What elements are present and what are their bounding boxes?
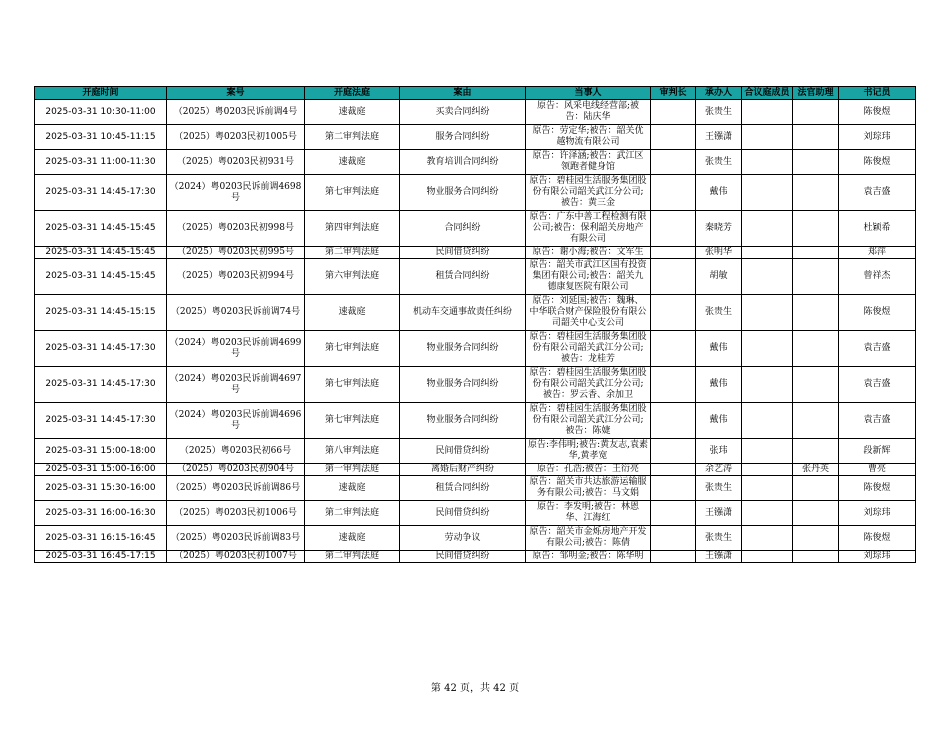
cell-panel [742, 125, 793, 150]
cell-parties: 原告：韶关市金烁房地产开发有限公司;被告：陈倩 [526, 526, 651, 551]
cell-court: 第七审判法庭 [305, 331, 400, 367]
cell-panel [742, 403, 793, 439]
cell-panel [742, 526, 793, 551]
cell-court: 速裁庭 [305, 526, 400, 551]
cell-court: 速裁庭 [305, 476, 400, 501]
table-row [35, 551, 916, 563]
cell-court: 第七审判法庭 [305, 175, 400, 211]
header-case-no: 案号 [167, 87, 305, 100]
table-row [35, 501, 916, 526]
cell-case-no: （2025）粤0203民初66号 [167, 439, 305, 464]
table-row [35, 247, 916, 259]
cell-case-no: （2025）粤0203民初994号 [167, 259, 305, 295]
cell-handler: 王镪潇 [696, 125, 742, 150]
table-row [35, 150, 916, 175]
cell-clerk: 袁吉盛 [839, 331, 916, 367]
cell-cause: 民间借贷纠纷 [400, 551, 526, 563]
table-row [35, 367, 916, 403]
cell-clerk: 郑萍 [839, 247, 916, 259]
cell-parties: 原告：邹明金;被告：陈华明 [526, 551, 651, 563]
cell-assistant [793, 150, 839, 175]
cell-parties: 原告：碧桂园生活服务集团股份有限公司韶关武江分公司;被告：黄三金 [526, 175, 651, 211]
cell-time: 2025-03-31 14:45-15:45 [35, 259, 167, 295]
cell-cause: 离婚后财产纠纷 [400, 464, 526, 476]
cell-presiding-judge [651, 295, 696, 331]
cell-case-no: （2024）粤0203民诉前调4697号 [167, 367, 305, 403]
cell-assistant [793, 100, 839, 125]
cell-panel [742, 551, 793, 563]
cell-panel [742, 476, 793, 501]
cell-cause: 民间借贷纠纷 [400, 501, 526, 526]
cell-panel [742, 367, 793, 403]
cell-panel [742, 464, 793, 476]
cell-presiding-judge [651, 150, 696, 175]
cell-presiding-judge [651, 125, 696, 150]
header-presiding-judge: 审判长 [651, 87, 696, 100]
cell-case-no: （2025）粤0203民初1005号 [167, 125, 305, 150]
cell-clerk: 刘琮玮 [839, 501, 916, 526]
cell-panel [742, 259, 793, 295]
cell-time: 2025-03-31 14:45-17:30 [35, 331, 167, 367]
cell-presiding-judge [651, 551, 696, 563]
cell-time: 2025-03-31 14:45-15:45 [35, 211, 167, 247]
cell-assistant [793, 367, 839, 403]
cell-clerk: 段新辉 [839, 439, 916, 464]
cell-assistant [793, 211, 839, 247]
cell-cause: 买卖合同纠纷 [400, 100, 526, 125]
cell-assistant [793, 175, 839, 211]
cell-clerk: 陈俊煜 [839, 476, 916, 501]
cell-court: 第八审判法庭 [305, 439, 400, 464]
header-time: 开庭时间 [35, 87, 167, 100]
table-row [35, 331, 916, 367]
table-row [35, 526, 916, 551]
cell-presiding-judge [651, 211, 696, 247]
header-clerk: 书记员 [839, 87, 916, 100]
cell-clerk: 杜颖希 [839, 211, 916, 247]
cell-court: 第七审判法庭 [305, 367, 400, 403]
cell-case-no: （2025）粤0203民初904号 [167, 464, 305, 476]
cell-clerk: 曹亮 [839, 464, 916, 476]
cell-time: 2025-03-31 15:00-18:00 [35, 439, 167, 464]
cell-assistant [793, 247, 839, 259]
cell-handler: 戴伟 [696, 367, 742, 403]
cell-cause: 租赁合同纠纷 [400, 476, 526, 501]
cell-clerk: 曾祥杰 [839, 259, 916, 295]
cell-panel [742, 211, 793, 247]
cell-court: 第四审判法庭 [305, 211, 400, 247]
cell-presiding-judge [651, 476, 696, 501]
cell-handler: 张贵生 [696, 476, 742, 501]
cell-case-no: （2024）粤0203民诉前调4699号 [167, 331, 305, 367]
cell-assistant [793, 331, 839, 367]
header-parties: 当事人 [526, 87, 651, 100]
hearing-schedule-table [34, 86, 916, 563]
cell-case-no: （2025）粤0203民诉前调74号 [167, 295, 305, 331]
cell-parties: 原告：韶关市共达旅游运输服务有限公司;被告：马文娟 [526, 476, 651, 501]
table-header-row [35, 87, 916, 100]
cell-panel [742, 501, 793, 526]
cell-handler: 王镪潇 [696, 501, 742, 526]
cell-assistant [793, 403, 839, 439]
cell-cause: 合同纠纷 [400, 211, 526, 247]
cell-cause: 劳动争议 [400, 526, 526, 551]
cell-presiding-judge [651, 331, 696, 367]
table-row [35, 439, 916, 464]
cell-presiding-judge [651, 526, 696, 551]
header-assistant: 法官助理 [793, 87, 839, 100]
cell-handler: 王镪潇 [696, 551, 742, 563]
cell-assistant [793, 295, 839, 331]
cell-cause: 机动车交通事故责任纠纷 [400, 295, 526, 331]
cell-presiding-judge [651, 100, 696, 125]
table-row [35, 175, 916, 211]
cell-handler: 张贵生 [696, 295, 742, 331]
table-row [35, 476, 916, 501]
cell-assistant [793, 439, 839, 464]
cell-handler: 张贵生 [696, 100, 742, 125]
cell-court: 速裁庭 [305, 150, 400, 175]
cell-time: 2025-03-31 16:15-16:45 [35, 526, 167, 551]
cell-presiding-judge [651, 464, 696, 476]
cell-handler: 张明华 [696, 247, 742, 259]
cell-panel [742, 439, 793, 464]
cell-time: 2025-03-31 15:30-16:00 [35, 476, 167, 501]
cell-handler: 戴伟 [696, 331, 742, 367]
cell-time: 2025-03-31 14:45-17:30 [35, 175, 167, 211]
cell-handler: 张玮 [696, 439, 742, 464]
cell-time: 2025-03-31 10:45-11:15 [35, 125, 167, 150]
cell-assistant [793, 526, 839, 551]
header-court: 开庭法庭 [305, 87, 400, 100]
cell-time: 2025-03-31 14:45-17:30 [35, 367, 167, 403]
cell-cause: 物业服务合同纠纷 [400, 331, 526, 367]
table-row [35, 125, 916, 150]
cell-handler: 张贵生 [696, 526, 742, 551]
cell-handler: 余艺涛 [696, 464, 742, 476]
cell-assistant [793, 259, 839, 295]
cell-case-no: （2025）粤0203民初1006号 [167, 501, 305, 526]
cell-clerk: 陈俊煜 [839, 150, 916, 175]
cell-presiding-judge [651, 501, 696, 526]
cell-clerk: 陈俊煜 [839, 295, 916, 331]
cell-time: 2025-03-31 14:45-15:45 [35, 247, 167, 259]
cell-parties: 原告：韶关市武江区国有投资集团有限公司;被告：韶关九德康复医院有限公司 [526, 259, 651, 295]
cell-time: 2025-03-31 16:45-17:15 [35, 551, 167, 563]
cell-clerk: 袁吉盛 [839, 175, 916, 211]
cell-court: 第六审判法庭 [305, 259, 400, 295]
cell-parties: 原告：风采电线经营部;被告：陆庆华 [526, 100, 651, 125]
cell-handler: 胡敏 [696, 259, 742, 295]
header-handler: 承办人 [696, 87, 742, 100]
cell-court: 第二审判法庭 [305, 247, 400, 259]
cell-parties: 原告：孔浩;被告：王衍亮 [526, 464, 651, 476]
cell-assistant [793, 501, 839, 526]
cell-panel [742, 150, 793, 175]
table-row [35, 211, 916, 247]
table-row [35, 295, 916, 331]
cell-presiding-judge [651, 259, 696, 295]
cell-parties: 原告：碧桂园生活服务集团股份有限公司韶关武江分公司;被告：罗云香、余加卫 [526, 367, 651, 403]
cell-cause: 服务合同纠纷 [400, 125, 526, 150]
cell-parties: 原告：谢小海;被告：文军生 [526, 247, 651, 259]
cell-time: 2025-03-31 10:30-11:00 [35, 100, 167, 125]
table-row [35, 100, 916, 125]
cell-case-no: （2024）粤0203民诉前调4698号 [167, 175, 305, 211]
cell-panel [742, 295, 793, 331]
cell-panel [742, 175, 793, 211]
cell-panel [742, 247, 793, 259]
table-row [35, 464, 916, 476]
cell-presiding-judge [651, 403, 696, 439]
cell-panel [742, 100, 793, 125]
cell-time: 2025-03-31 14:45-17:30 [35, 403, 167, 439]
cell-parties: 原告：碧桂园生活服务集团股份有限公司韶关武江分公司;被告：龙桂芳 [526, 331, 651, 367]
cell-clerk: 陈俊煜 [839, 526, 916, 551]
cell-handler: 戴伟 [696, 403, 742, 439]
cell-cause: 物业服务合同纠纷 [400, 367, 526, 403]
cell-time: 2025-03-31 16:00-16:30 [35, 501, 167, 526]
cell-panel [742, 331, 793, 367]
cell-cause: 民间借贷纠纷 [400, 439, 526, 464]
cell-clerk: 刘琮玮 [839, 125, 916, 150]
cell-court: 速裁庭 [305, 100, 400, 125]
cell-cause: 物业服务合同纠纷 [400, 403, 526, 439]
cell-parties: 原告：许泽涵;被告：武江区领跑者健身馆 [526, 150, 651, 175]
cell-parties: 原告：劳定华;被告：韶关优越物流有限公司 [526, 125, 651, 150]
page-footer: 第 42 页，共 42 页 [430, 683, 520, 694]
cell-court: 第二审判法庭 [305, 551, 400, 563]
cell-court: 第二审判法庭 [305, 125, 400, 150]
cell-cause: 民间借贷纠纷 [400, 247, 526, 259]
cell-court: 第二审判法庭 [305, 501, 400, 526]
cell-case-no: （2024）粤0203民诉前调4696号 [167, 403, 305, 439]
cell-cause: 物业服务合同纠纷 [400, 175, 526, 211]
cell-time: 2025-03-31 14:45-15:15 [35, 295, 167, 331]
cell-parties: 原告：刘延国;被告：魏琳、中华联合财产保险股份有限公司韶关中心支公司 [526, 295, 651, 331]
cell-case-no: （2025）粤0203民初1007号 [167, 551, 305, 563]
cell-clerk: 陈俊煜 [839, 100, 916, 125]
cell-handler: 张贵生 [696, 150, 742, 175]
cell-clerk: 刘琮玮 [839, 551, 916, 563]
cell-parties: 原告：广东中善工程检测有限公司;被告：保利韶关房地产有限公司 [526, 211, 651, 247]
cell-court: 速裁庭 [305, 295, 400, 331]
header-cause: 案由 [400, 87, 526, 100]
cell-case-no: （2025）粤0203民初931号 [167, 150, 305, 175]
cell-clerk: 袁吉盛 [839, 403, 916, 439]
cell-cause: 租赁合同纠纷 [400, 259, 526, 295]
cell-case-no: （2025）粤0203民诉前调83号 [167, 526, 305, 551]
cell-parties: 原告：李发明;被告：林恩华、江海红 [526, 501, 651, 526]
cell-case-no: （2025）粤0203民诉前调86号 [167, 476, 305, 501]
cell-cause: 教育培训合同纠纷 [400, 150, 526, 175]
cell-clerk: 袁吉盛 [839, 367, 916, 403]
cell-presiding-judge [651, 367, 696, 403]
cell-assistant: 张丹英 [793, 464, 839, 476]
cell-handler: 秦晓芳 [696, 211, 742, 247]
cell-court: 第七审判法庭 [305, 403, 400, 439]
cell-parties: 原告:李伟明;被告:黄友志,袁素华,黄孝宽 [526, 439, 651, 464]
table-row [35, 259, 916, 295]
cell-case-no: （2025）粤0203民诉前调4号 [167, 100, 305, 125]
cell-presiding-judge [651, 439, 696, 464]
cell-assistant [793, 476, 839, 501]
cell-presiding-judge [651, 247, 696, 259]
cell-time: 2025-03-31 11:00-11:30 [35, 150, 167, 175]
cell-court: 第一审判法庭 [305, 464, 400, 476]
cell-parties: 原告：碧桂园生活服务集团股份有限公司韶关武江分公司;被告：陈婕 [526, 403, 651, 439]
cell-handler: 戴伟 [696, 175, 742, 211]
cell-case-no: （2025）粤0203民初995号 [167, 247, 305, 259]
cell-presiding-judge [651, 175, 696, 211]
cell-case-no: （2025）粤0203民初998号 [167, 211, 305, 247]
header-panel: 合议庭成员 [742, 87, 793, 100]
cell-assistant [793, 125, 839, 150]
cell-assistant [793, 551, 839, 563]
cell-time: 2025-03-31 15:00-16:00 [35, 464, 167, 476]
table-row [35, 403, 916, 439]
